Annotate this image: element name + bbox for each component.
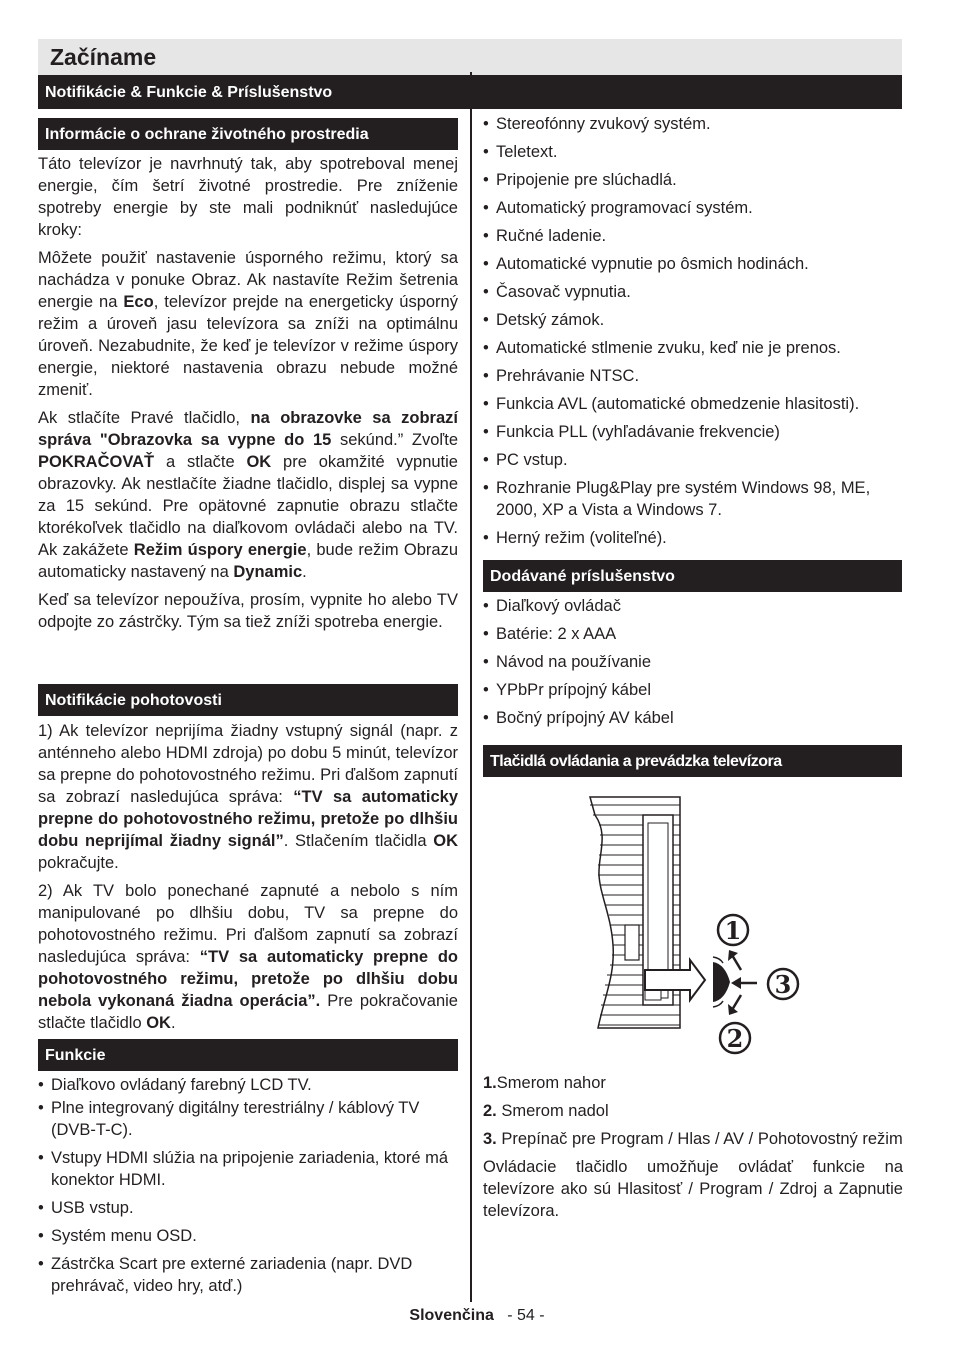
env-p3-a: Ak stlačíte Pravé tlačidlo, — [38, 409, 251, 427]
tv-control-diagram — [585, 795, 805, 1065]
env-paragraph-1: Táto televízor je navrhnutý tak, aby spotreboval menej energie, čím šetrí životné prostredie. Pre zníženie spotreby energie by ste mali podniknúť nasledujúce kroky: — [38, 155, 458, 239]
accessories-list — [483, 595, 903, 729]
control-1-number: 1. — [483, 1074, 497, 1092]
list-item: • Zástrčka Scart pre externé zariadenia (napr. DVD prehrávač, video hry, atď.) — [38, 1253, 458, 1297]
standby-paragraph-1 — [38, 720, 458, 874]
sb-p2-b: “TV sa automaticky prepne do pohotovostného režimu, pretože po dlhšiu dobu nebola vykonaná žiadna operácia”. — [38, 948, 458, 1010]
label-1-icon — [718, 915, 748, 945]
sb-p1-b: “TV sa automaticky prepne do pohotovostného režimu, pretože po dlhšiu dobu neprijímal žiadny signál” — [38, 788, 458, 850]
page-title: Začíname — [50, 44, 157, 70]
features-list-continued — [483, 113, 903, 549]
controls-header — [483, 745, 902, 777]
env-p3-i: , bude režim Obrazu automaticky nastavený na — [38, 541, 459, 581]
list-item: • Rozhranie Plug&Play pre systém Windows 98, ME, 2000, XP a Vista a Windows 7. — [483, 477, 903, 521]
env-p2-text-end: , televízor prejde na energeticky úsporný režim a úroveň jasu televízora sa zníži na optimálnu úroveň. Nezabudnite, že keď je televízor v režime úspory energie, niektoré nastavenia obrazu nebude možné zmeniť. — [38, 293, 458, 399]
standby-header — [38, 684, 458, 716]
env-p3-e: a stlačte — [154, 453, 247, 471]
control-item-2 — [483, 1100, 903, 1122]
list-item: • Herný režim (voliteľné). — [483, 527, 903, 549]
env-paragraph-4: Keď sa televízor nepoužíva, prosím, vypnite ho alebo TV odpojte zo zástrčky. Tým sa tiež zníži spotreba energie. — [38, 591, 458, 631]
sb-p1-d: OK — [433, 832, 458, 850]
control-2-label: Smerom nadol — [496, 1102, 609, 1120]
list-item: • Bočný prípojný AV kábel — [483, 707, 903, 729]
list-item: • Batérie: 2 x AAA — [483, 623, 903, 645]
sb-p1-e: pokračujte. — [38, 854, 119, 872]
env-p3-j: Dynamic — [233, 563, 303, 581]
sb-p2-c: Pre pokračovanie stlačte tlačidlo — [38, 992, 458, 1032]
list-item: • Systém menu OSD. — [38, 1225, 458, 1247]
list-item: • Automatické stlmenie zvuku, keď nie je prenos. — [483, 337, 903, 359]
label-3-text: 3 — [774, 970, 792, 999]
label-2-icon — [720, 1023, 750, 1053]
controls-text — [483, 1072, 903, 1222]
list-item: • Automatické vypnutie po ôsmich hodinách. — [483, 253, 903, 275]
page-footer — [0, 1306, 954, 1326]
control-item-1 — [483, 1072, 903, 1094]
control-3-label: Prepínač pre Program / Hlas / AV / Pohotovostný režim — [496, 1130, 903, 1148]
list-item: • Stereofónny zvukový systém. — [483, 113, 903, 135]
control-description: Ovládacie tlačidlo umožňuje ovládať funkcie na televízore ako sú Hlasitosť / Program / Zdroj a Zapnutie televízora. — [483, 1158, 903, 1220]
env-p3-c: sekúnd.” Zvoľte — [331, 431, 458, 449]
sb-p2-a: 2) Ak TV bolo ponechané zapnuté a nebolo s ním manipulované po dlhšiu dobu, TV sa prepne do pohotovostného režimu. Pri ďalšom zapnutí sa zobrazí nasledujúca správa: — [38, 882, 458, 966]
list-item: • Časovač vypnutia. — [483, 281, 903, 303]
env-p3-k: . — [302, 563, 307, 581]
up-arrow-icon — [728, 950, 741, 970]
main-section-header-label: Notifikácie & Funkcie & Príslušenstvo — [45, 84, 333, 101]
env-p3-d: POKRAČOVAŤ — [38, 453, 155, 471]
list-item: • Pripojenie pre slúchadlá. — [483, 169, 903, 191]
list-item: • PC vstup. — [483, 449, 903, 471]
sb-p1-c: . Stlačením tlačidla — [283, 832, 434, 850]
column-divider — [470, 72, 472, 1302]
list-item: • Ručné ladenie. — [483, 225, 903, 247]
features-header — [38, 1039, 458, 1071]
standby-paragraph-2 — [38, 880, 458, 1034]
sb-p1-a: 1) Ak televízor neprijíma žiadny vstupný signál (napr. z anténneho alebo HDMI zdroja) po dobu 5 minút, televízor sa prepne do pohotovostného režimu. Pri ďalšom zapnutí sa zobrazí nasledujúca správa: — [38, 722, 458, 806]
env-p2-eco: Eco — [123, 293, 154, 311]
accessories-header — [483, 560, 902, 592]
list-item: • Teletext. — [483, 141, 903, 163]
env-p3-f: OK — [246, 453, 272, 471]
env-p3-b: na obrazovke sa zobrazí správa "Obrazovka sa vypne do 15 — [38, 409, 458, 449]
list-item: • Návod na používanie — [483, 651, 903, 673]
list-item: • Plne integrovaný digitálny terestriálny / káblový TV (DVB-T-C). — [38, 1097, 458, 1141]
list-item: • Diaľkovo ovládaný farebný LCD TV. — [38, 1074, 458, 1096]
standby-header-label: Notifikácie pohotovosti — [45, 692, 222, 709]
env-paragraph-2 — [38, 247, 458, 401]
features-list — [38, 1074, 458, 1297]
control-knob-icon — [713, 957, 730, 1007]
list-item: • USB vstup. — [38, 1197, 458, 1219]
list-item: • Funkcia PLL (vyhľadávanie frekvencie) — [483, 421, 903, 443]
environment-header-label: Informácie o ochrane životného prostredia — [45, 126, 369, 143]
env-p2-text: Môžete použiť nastavenie úsporného režimu, ktorý sa nachádza v ponuke Obraz. Ak nastavíte Režim šetrenia energie na — [38, 249, 458, 311]
sb-p2-e: . — [170, 1014, 176, 1032]
control-2-number: 2. — [483, 1102, 497, 1120]
list-item: • YPbPr prípojný kábel — [483, 679, 903, 701]
control-1-label: Smerom nahor — [496, 1074, 606, 1092]
env-paragraph-3 — [38, 407, 458, 583]
list-item: • Diaľkový ovládač — [483, 595, 903, 617]
label-2-text: 2 — [726, 1024, 744, 1053]
list-item: • Funkcia AVL (automatické obmedzenie hlasitosti). — [483, 393, 903, 415]
list-item: • Prehrávanie NTSC. — [483, 365, 903, 387]
env-p3-g: pre okamžité vypnutie obrazovky. Ak nestlačíte žiadne tlačidlo, displej sa vypne za 15 sekúnd. Pre opätovné zapnutie obrazu stlačte ktorékoľvek tlačidlo na diaľkovom ovládači alebo na TV. Ak zakážete — [38, 453, 458, 559]
controls-header-label: Tlačidlá ovládania a prevádzka televízora — [490, 753, 782, 770]
features-header-label: Funkcie — [45, 1047, 106, 1064]
down-arrow-icon — [728, 995, 741, 1015]
control-item-3 — [483, 1128, 903, 1150]
accessories-header-label: Dodávané príslušenstvo — [490, 568, 675, 585]
list-item: • Detský zámok. — [483, 309, 903, 331]
control-3-number: 3. — [483, 1130, 497, 1148]
env-p3-h: Režim úspory energie — [133, 541, 307, 559]
list-item: • Vstupy HDMI slúžia na pripojenie zariadenia, ktoré má konektor HDMI. — [38, 1147, 458, 1191]
environment-text — [38, 153, 458, 633]
sb-p2-d: OK — [146, 1014, 171, 1032]
standby-text — [38, 720, 458, 1034]
label-3-icon — [768, 969, 798, 999]
footer-page-number: - 54 - — [507, 1307, 545, 1324]
list-item: • Automatický programovací systém. — [483, 197, 903, 219]
press-arrow-icon — [731, 977, 757, 989]
tv-side-panel — [590, 797, 680, 1028]
footer-language: Slovenčina — [409, 1307, 494, 1324]
environment-header — [38, 118, 458, 150]
label-1-text: 1 — [724, 916, 742, 945]
page-title-bar — [38, 39, 902, 75]
